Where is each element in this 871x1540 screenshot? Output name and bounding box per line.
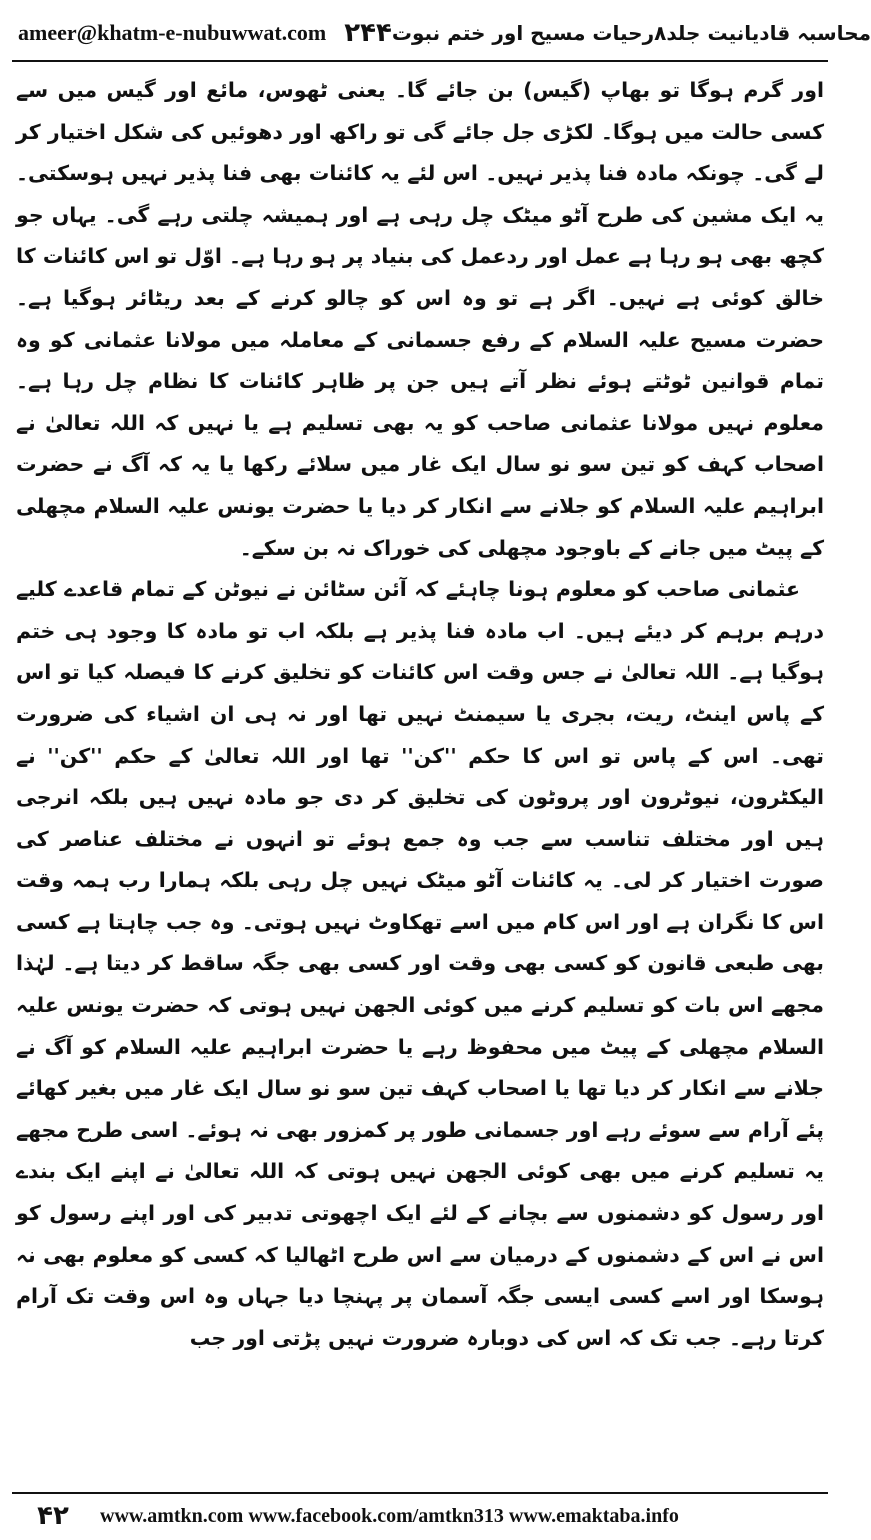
page-footer [18, 1496, 822, 1536]
body-text [16, 70, 824, 1480]
footer-website-links[interactable]: www.amtkn.com www.facebook.com/amtkn313 www.emaktaba.info [100, 1504, 679, 1527]
paragraph-2: عثمانی صاحب کو معلوم ہونا چاہئے کہ آئن سٹائن نے نیوٹن کے تمام قاعدے کلیے درہم برہم کر دیئے ہیں۔ اب مادہ فنا پذیر ہے بلکہ اب تو مادہ کا وجود ہی ختم ہوگیا ہے۔ اللہ تعالیٰ نے جس وقت اس کائنات کو تخلیق کرنے کا فیصلہ کیا تو اس کے پاس اینٹ، ریت، بجری یا سیمنٹ نہیں تھا اور نہ ہی ان اشیاء کی ضرورت تھی۔ اس کے پاس تو اس کا حکم ''کن'' تھا اور اللہ تعالیٰ کے حکم ''کن'' نے الیکٹرون، نیوٹرون اور پروٹون کی تخلیق کر دی جو مادہ نہیں ہیں بلکہ انرجی ہیں اور مختلف تناسب سے جب وہ جمع ہوئے تو انہوں نے مختلف عناصر کی صورت اختیار کر لی۔ یہ کائنات آٹو میٹک نہیں چل رہی بلکہ ہمارا رب ہمہ وقت اس کا نگران ہے اور اس کام میں اسے تھکاوٹ نہیں ہوتی۔ وہ جب چاہتا ہے کسی بھی طبعی قانون کو کسی بھی وقت اور کسی بھی جگہ ساقط کر دیتا ہے۔ لہٰذا مجھے اس بات کو تسلیم کرنے میں کوئی الجھن نہیں ہوتی کہ حضرت یونس علیہ السلام مچھلی کے پیٹ میں محفوظ رہے یا حضرت ابراہیم علیہ السلام کو آگ نے جلانے سے انکار کر دیا تھا یا اصحاب کہف تین سو نو سال ایک غار میں بغیر کھائے پئے آرام سے سوئے رہے اور جسمانی طور پر کمزور بھی نہ ہوئے۔ اسی طرح مجھے یہ تسلیم کرنے میں بھی کوئی الجھن نہیں ہوتی کہ اللہ تعالیٰ نے اپنے ایک بندے اور رسول کو دشمنوں سے بچانے کے لئے ایک اچھوتی تدبیر کی اور اپنے رسول کو اس نے اس کے دشمنوں کے درمیان سے اس طرح اٹھالیا کہ کسی کو معلوم بھی نہ ہوسکا اور اسے کسی ایسی جگہ آسمان پر پہنچا دیا جہاں وہ اس وقت تک آرام کرتا رہے۔ جب تک کہ اس کی دوبارہ ضرورت نہیں پڑتی اور جب [16, 577, 824, 1350]
header-divider [12, 60, 828, 62]
header-page-number: ۲۴۴ [344, 18, 392, 48]
header-email[interactable]: ameer@khatm-e-nubuwwat.com [18, 20, 327, 45]
page-header [18, 8, 871, 58]
footer-page-number: ۴۲ [37, 1501, 69, 1531]
paragraph-1: اور گرم ہوگا تو بھاپ (گیس) بن جائے گا۔ یعنی ٹھوس، مائع اور گیس میں سے کسی حالت میں ہوگا۔ لکڑی جل جائے گی تو راکھ اور دھوئیں کی شکل اختیار کر لے گی۔ چونکہ مادہ فنا پذیر نہیں۔ اس لئے یہ کائنات بھی فنا پذیر نہیں ہوسکتی۔ یہ ایک مشین کی طرح آٹو میٹک چل رہی ہے اور ہمیشہ چلتی رہے گی۔ یہاں جو کچھ بھی ہو رہا ہے عمل اور ردعمل کی بنیاد پر ہو رہا ہے۔ اوّل تو اس کائنات کا خالق کوئی ہے نہیں۔ اگر ہے تو وہ اس کو چالو کرنے کے بعد ریٹائر ہوگیا ہے۔ حضرت مسیح علیہ السلام کے رفع جسمانی کے معاملہ میں مولانا عثمانی کو وہ تمام قوانین ٹوٹتے ہوئے نظر آتے ہیں جن پر ظاہر کائنات کا نظام چل رہا ہے۔ معلوم نہیں مولانا عثمانی صاحب کو یہ بھی تسلیم ہے یا نہیں کہ اللہ تعالیٰ نے اصحاب کہف کو تین سو نو سال ایک غار میں سلائے رکھا یا یہ کہ آگ نے حضرت ابراہیم علیہ السلام کو جلانے سے انکار کر دیا یا حضرت یونس علیہ السلام مچھلی کے پیٹ میں جانے کے باوجود مچھلی کی خوراک نہ بن سکے۔ [16, 78, 824, 560]
header-book-title: محاسبہ قادیانیت جلد۸رحیات مسیح اور ختم نبوت [391, 21, 871, 45]
footer-divider [12, 1492, 828, 1494]
